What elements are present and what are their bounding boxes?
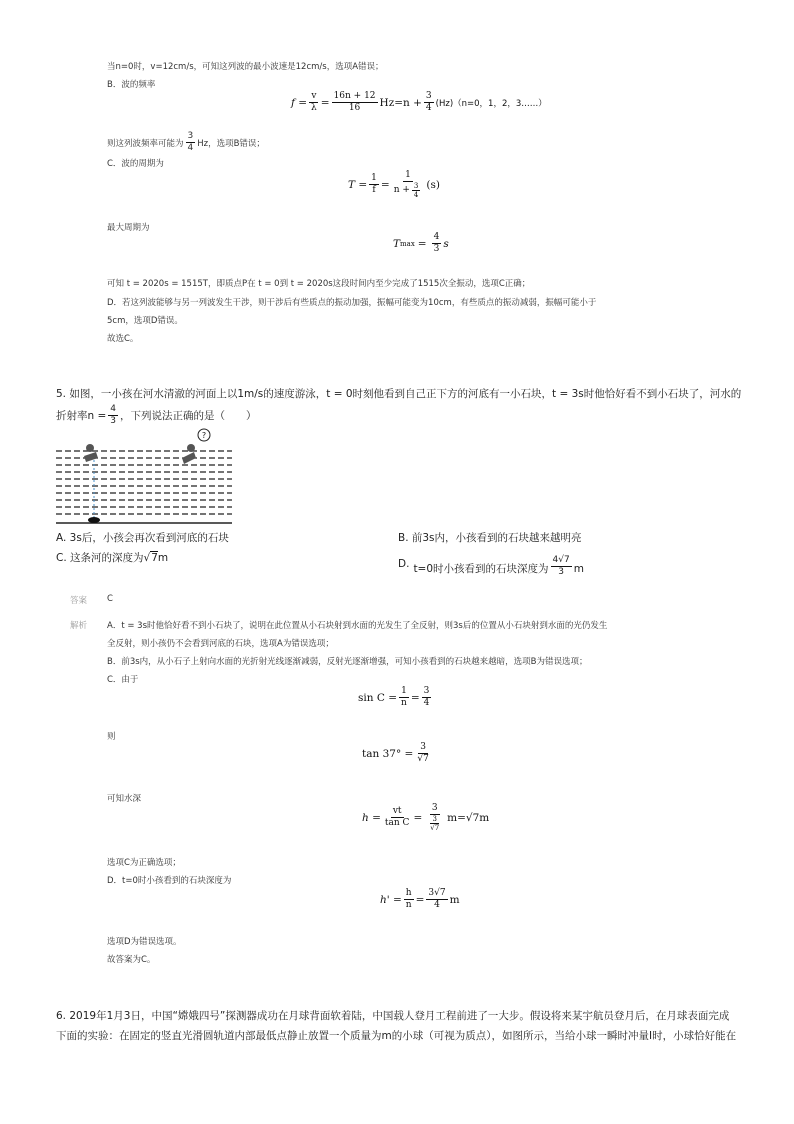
- period-equation: T = $\frac{1}{f}$ = 1 n + $\frac{3}{4}$ (s): [348, 170, 440, 199]
- option-d: D. t=0时小孩看到的石块深度为 $\frac{4√7}{3}$ m: [398, 555, 584, 577]
- child-left: [84, 444, 98, 462]
- max-period-equation: T max = $\frac{4}{3}$ s: [393, 232, 449, 254]
- question-stem: 下面的实验：在固定的竖直光滑圆轨道内部最低点静止放置一个质量为m的小球（可视为质点），如图所示，当给小球一瞬时冲量I时，小球恰好能在: [56, 1030, 737, 1042]
- text-line: 可知水深: [107, 794, 142, 804]
- text-line: 则: [107, 732, 116, 742]
- question-mark: ?: [201, 431, 207, 440]
- frequency-equation: f = $\frac{v}{\lambda}$ = $\frac{16n + 12}{16}$ Hz=n + $\frac{3}{4}$ (Hz)（n=0，1，2，3……）: [291, 91, 547, 113]
- text-line: 故答案为C。: [107, 955, 156, 965]
- text-line: 当n=0时，v=12cm/s，可知这列波的最小波速是12cm/s，选项A错误；: [107, 62, 384, 72]
- stone: [88, 517, 100, 523]
- text-line: 则这列波频率可能为 $\frac{3}{4}$ Hz，选项B错误；: [107, 131, 265, 153]
- tan-equation: tan 37° = $\frac{3}{√7}$: [362, 742, 429, 764]
- depth-equation: h = $\frac{vt}{\text{tan C}}$ = $\frac{3}{\frac{3}{√7}}$ m=√7m: [362, 803, 490, 832]
- text-line: 5cm，选项D错误。: [107, 316, 183, 326]
- question-stem: 折射率n = $\frac{4}{3}$ ，下列说法正确的是（ ）: [56, 404, 257, 426]
- text-line: 故选C。: [107, 334, 139, 344]
- question-stem: 6. 2019年1月3日，中国“嫦娥四号”探测器成功在月球背面软着陆，中国载人登月工程前进了一大步。假设将来某宇航员登月后，在月球表面完成: [56, 1010, 730, 1022]
- text-line: D．t=0时小孩看到的石块深度为: [107, 876, 232, 886]
- water-lines: [56, 451, 232, 523]
- river-figure: [54, 426, 234, 526]
- option-b: B. 前3s内，小孩看到的石块越来越明亮: [398, 532, 582, 544]
- analysis-label: 解析: [70, 621, 88, 631]
- text-line: 选项C为正确选项；: [107, 858, 181, 868]
- text-line: D．若这列波能够与另一列波发生干涉，则干涉后有些质点的振动加强，振幅可能变为10cm，有些质点的振动减弱，振幅可能小于: [107, 298, 597, 308]
- text-line: A．t = 3s时他恰好看不到小石块了，说明在此位置从小石块射到水面的光发生了全反射，则3s后的位置从小石块射到水面的光仍发生: [107, 621, 608, 631]
- option-c: C. 这条河的深度为 √ 7 m: [56, 551, 169, 564]
- child-right: [182, 444, 196, 464]
- text-line: C．波的周期为: [107, 159, 164, 169]
- text-line: 选项D为错误选项。: [107, 937, 182, 947]
- text-line: 全反射，则小孩仍不会看到河底的石块，选项A为错误选项；: [107, 639, 334, 649]
- apparent-depth-equation: h' = $\frac{h}{n}$ = $\frac{3√7}{4}$ m: [380, 888, 460, 910]
- answer-value: C: [107, 594, 113, 604]
- text-line: C．由于: [107, 675, 139, 685]
- question-stem: 5. 如图，一小孩在河水清澈的河面上以1m/s的速度游泳，t = 0时刻他看到自己正下方的河底有一小石块，t = 3s时他恰好看不到小石块了，河水的: [56, 388, 742, 400]
- text-line: 可知 t = 2020s = 1515T，即质点P在 t = 0到 t = 2020s这段时间内至少完成了1515次全振动，选项C正确；: [107, 279, 531, 289]
- answer-label: 答案: [70, 596, 88, 606]
- text-line: B．前3s内，从小石子上射向水面的光折射光线逐渐减弱，反射光逐渐增强，可知小孩看到的石块越来越暗，选项B为错误选项；: [107, 657, 588, 667]
- text-line: B．波的频率: [107, 80, 156, 90]
- text-line: 最大周期为: [107, 223, 150, 233]
- sin-equation: sin C = $\frac{1}{n}$ = $\frac{3}{4}$: [358, 686, 430, 708]
- option-a: A. 3s后，小孩会再次看到河底的石块: [56, 532, 229, 544]
